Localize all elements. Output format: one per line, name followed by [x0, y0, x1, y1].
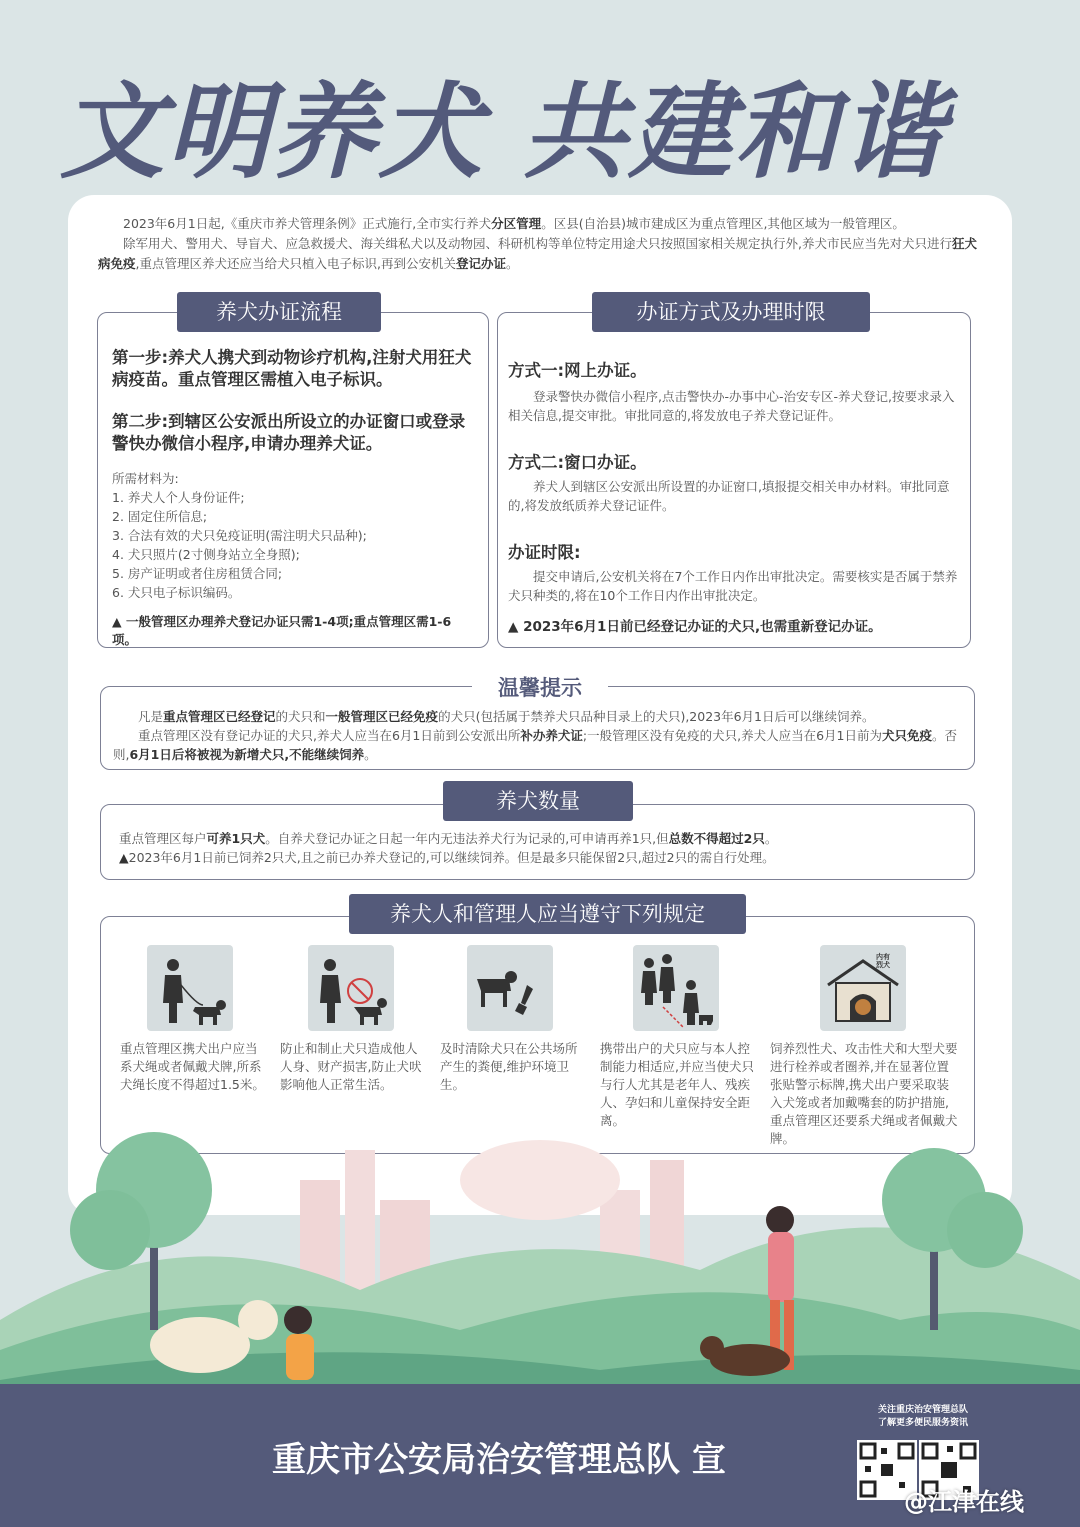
poster-title: 文明养犬 共建和谐	[60, 71, 947, 193]
material-item: 1. 养犬人个人身份证件;	[112, 490, 245, 505]
qr-caption: 关注重庆治安管理总队 了解更多便民服务资讯	[877, 1405, 968, 1428]
rule-item: 重点管理区携犬出户应当系犬绳或者佩戴犬牌,所系犬绳长度不得超过1.5米。	[120, 1041, 265, 1092]
count-note: 2023年6月1日前已饲养2只犬,且之前已办养犬登记的,可以继续饲养。但是最多只能保留2只,超过2只的需自行处理。	[128, 850, 775, 865]
materials-list	[112, 488, 474, 602]
no-bark-icon	[308, 945, 394, 1031]
methods-tag: 办证方式及办理时限	[592, 292, 870, 332]
intro	[98, 214, 978, 274]
step-2: 第二步:到辖区公安派出所设立的办证窗口或登录警快办微信小程序,申请办理养犬证。	[112, 412, 466, 453]
rule-item: 携带出户的犬只应与本人控制能力相适应,并应当使犬只与行人尤其是老年人、残疾人、孕妇和儿童保持安全距离。	[600, 1041, 754, 1128]
process-note: 一般管理区办理养犬登记办证只需1-4项;重点管理区需1-6项。	[112, 614, 452, 647]
park-scene-illustration	[0, 1120, 1080, 1400]
material-item: 6. 犬只电子标识编码。	[112, 585, 241, 600]
process-tag: 养犬办证流程	[177, 292, 381, 332]
process-box	[97, 312, 489, 648]
material-item: 5. 房产证明或者住房租赁合同;	[112, 566, 283, 581]
material-item: 4. 犬只照片(2寸侧身站立全身照);	[112, 547, 300, 562]
safe-distance-icon	[633, 945, 719, 1031]
rule-item: 防止和制止犬只造成他人人身、财产损害,防止犬吠影响他人正常生活。	[280, 1041, 422, 1092]
methods-note: 2023年6月1日前已经登记办证的犬只,也需重新登记办证。	[523, 619, 882, 635]
count-paragraph: 重点管理区每户可养1只犬。自养犬登记办证之日起一年内无违法养犬行为记录的,可申请再养1只,但总数不得超过2只。	[119, 831, 778, 846]
method-1-text: 登录警快办微信小程序,点击警快办-办事中心-治安专区-养犬登记,按要求录入相关信息,提交审批。审批同意的,将发放电子养犬登记证件。	[508, 389, 955, 423]
leash-walk-icon	[147, 945, 233, 1031]
warning-icon: ▲	[119, 850, 129, 865]
methods-box	[497, 312, 971, 648]
warning-sign-icon	[820, 945, 906, 1031]
tips-paragraph-1: 凡是重点管理区已经登记的犬只和一般管理区已经免疫的犬只(包括属于禁养犬只品种目录上的犬只),2023年6月1日后可以继续饲养。	[138, 709, 875, 724]
tips-paragraph-2: 重点管理区没有登记办证的犬只,养犬人应当在6月1日前到公安派出所补办养犬证;一般管理区没有免疫的犬只,养犬人应当在6月1日前为犬只免疫。否则,6月1日后将被视为新增犬只,不能继续饲养。	[113, 728, 958, 762]
count-tag: 养犬数量	[443, 781, 633, 821]
issuing-organization: 重庆市公安局治安管理总队 宣	[272, 1440, 726, 1480]
watermark: @江津在线	[904, 1488, 1024, 1516]
method-2-title: 方式二:窗口办证。	[508, 453, 647, 472]
poop-cleanup-icon	[467, 945, 553, 1031]
warning-sign-badge: 内有烈犬	[876, 953, 890, 969]
tips-tag: 温馨提示	[472, 672, 608, 700]
rule-item: 饲养烈性犬、攻击性犬和大型犬要进行栓养或者圈养,并在显著位置张贴警示标牌,携犬出户要采取装入犬笼或者加戴嘴套的防护措施,重点管理区还要系犬绳或者佩戴犬牌。	[770, 1041, 958, 1146]
method-2-text: 养犬人到辖区公安派出所设置的办证窗口,填报提交相关申办材料。审批同意的,将发放纸质养犬登记证件。	[508, 479, 950, 513]
rules-tag: 养犬人和管理人应当遵守下列规定	[349, 894, 746, 934]
warning-icon: ▲	[508, 619, 519, 635]
limit-text: 提交申请后,公安机关将在7个工作日内作出审批决定。需要核实是否属于禁养犬只种类的,将在10个工作日内作出审批决定。	[508, 569, 958, 603]
materials-title: 所需材料为:	[112, 471, 179, 486]
material-item: 3. 合法有效的犬只免疫证明(需注明犬只品种);	[112, 528, 367, 543]
intro-paragraph-1: 2023年6月1日起,《重庆市养犬管理条例》正式施行,全市实行养犬分区管理。区县(自治县)城市建成区为重点管理区,其他区域为一般管理区。	[123, 216, 905, 231]
method-1-title: 方式一:网上办证。	[508, 361, 647, 380]
material-item: 2. 固定住所信息;	[112, 509, 208, 524]
limit-title: 办证时限:	[508, 543, 581, 562]
warning-icon: ▲	[112, 614, 122, 629]
step-1: 第一步:养犬人携犬到动物诊疗机构,注射犬用狂犬病疫苗。重点管理区需植入电子标识。	[112, 348, 472, 389]
intro-paragraph-2: 除军用犬、警用犬、导盲犬、应急救援犬、海关缉私犬以及动物园、科研机构等单位特定用途犬只按照国家相关规定执行外,养犬市民应当先对犬只进行狂犬病免疫,重点管理区养犬还应当给犬只植入电子标识,再到公安机关登记办证。	[98, 236, 977, 271]
rule-item: 及时清除犬只在公共场所产生的粪便,维护环境卫生。	[440, 1041, 578, 1092]
